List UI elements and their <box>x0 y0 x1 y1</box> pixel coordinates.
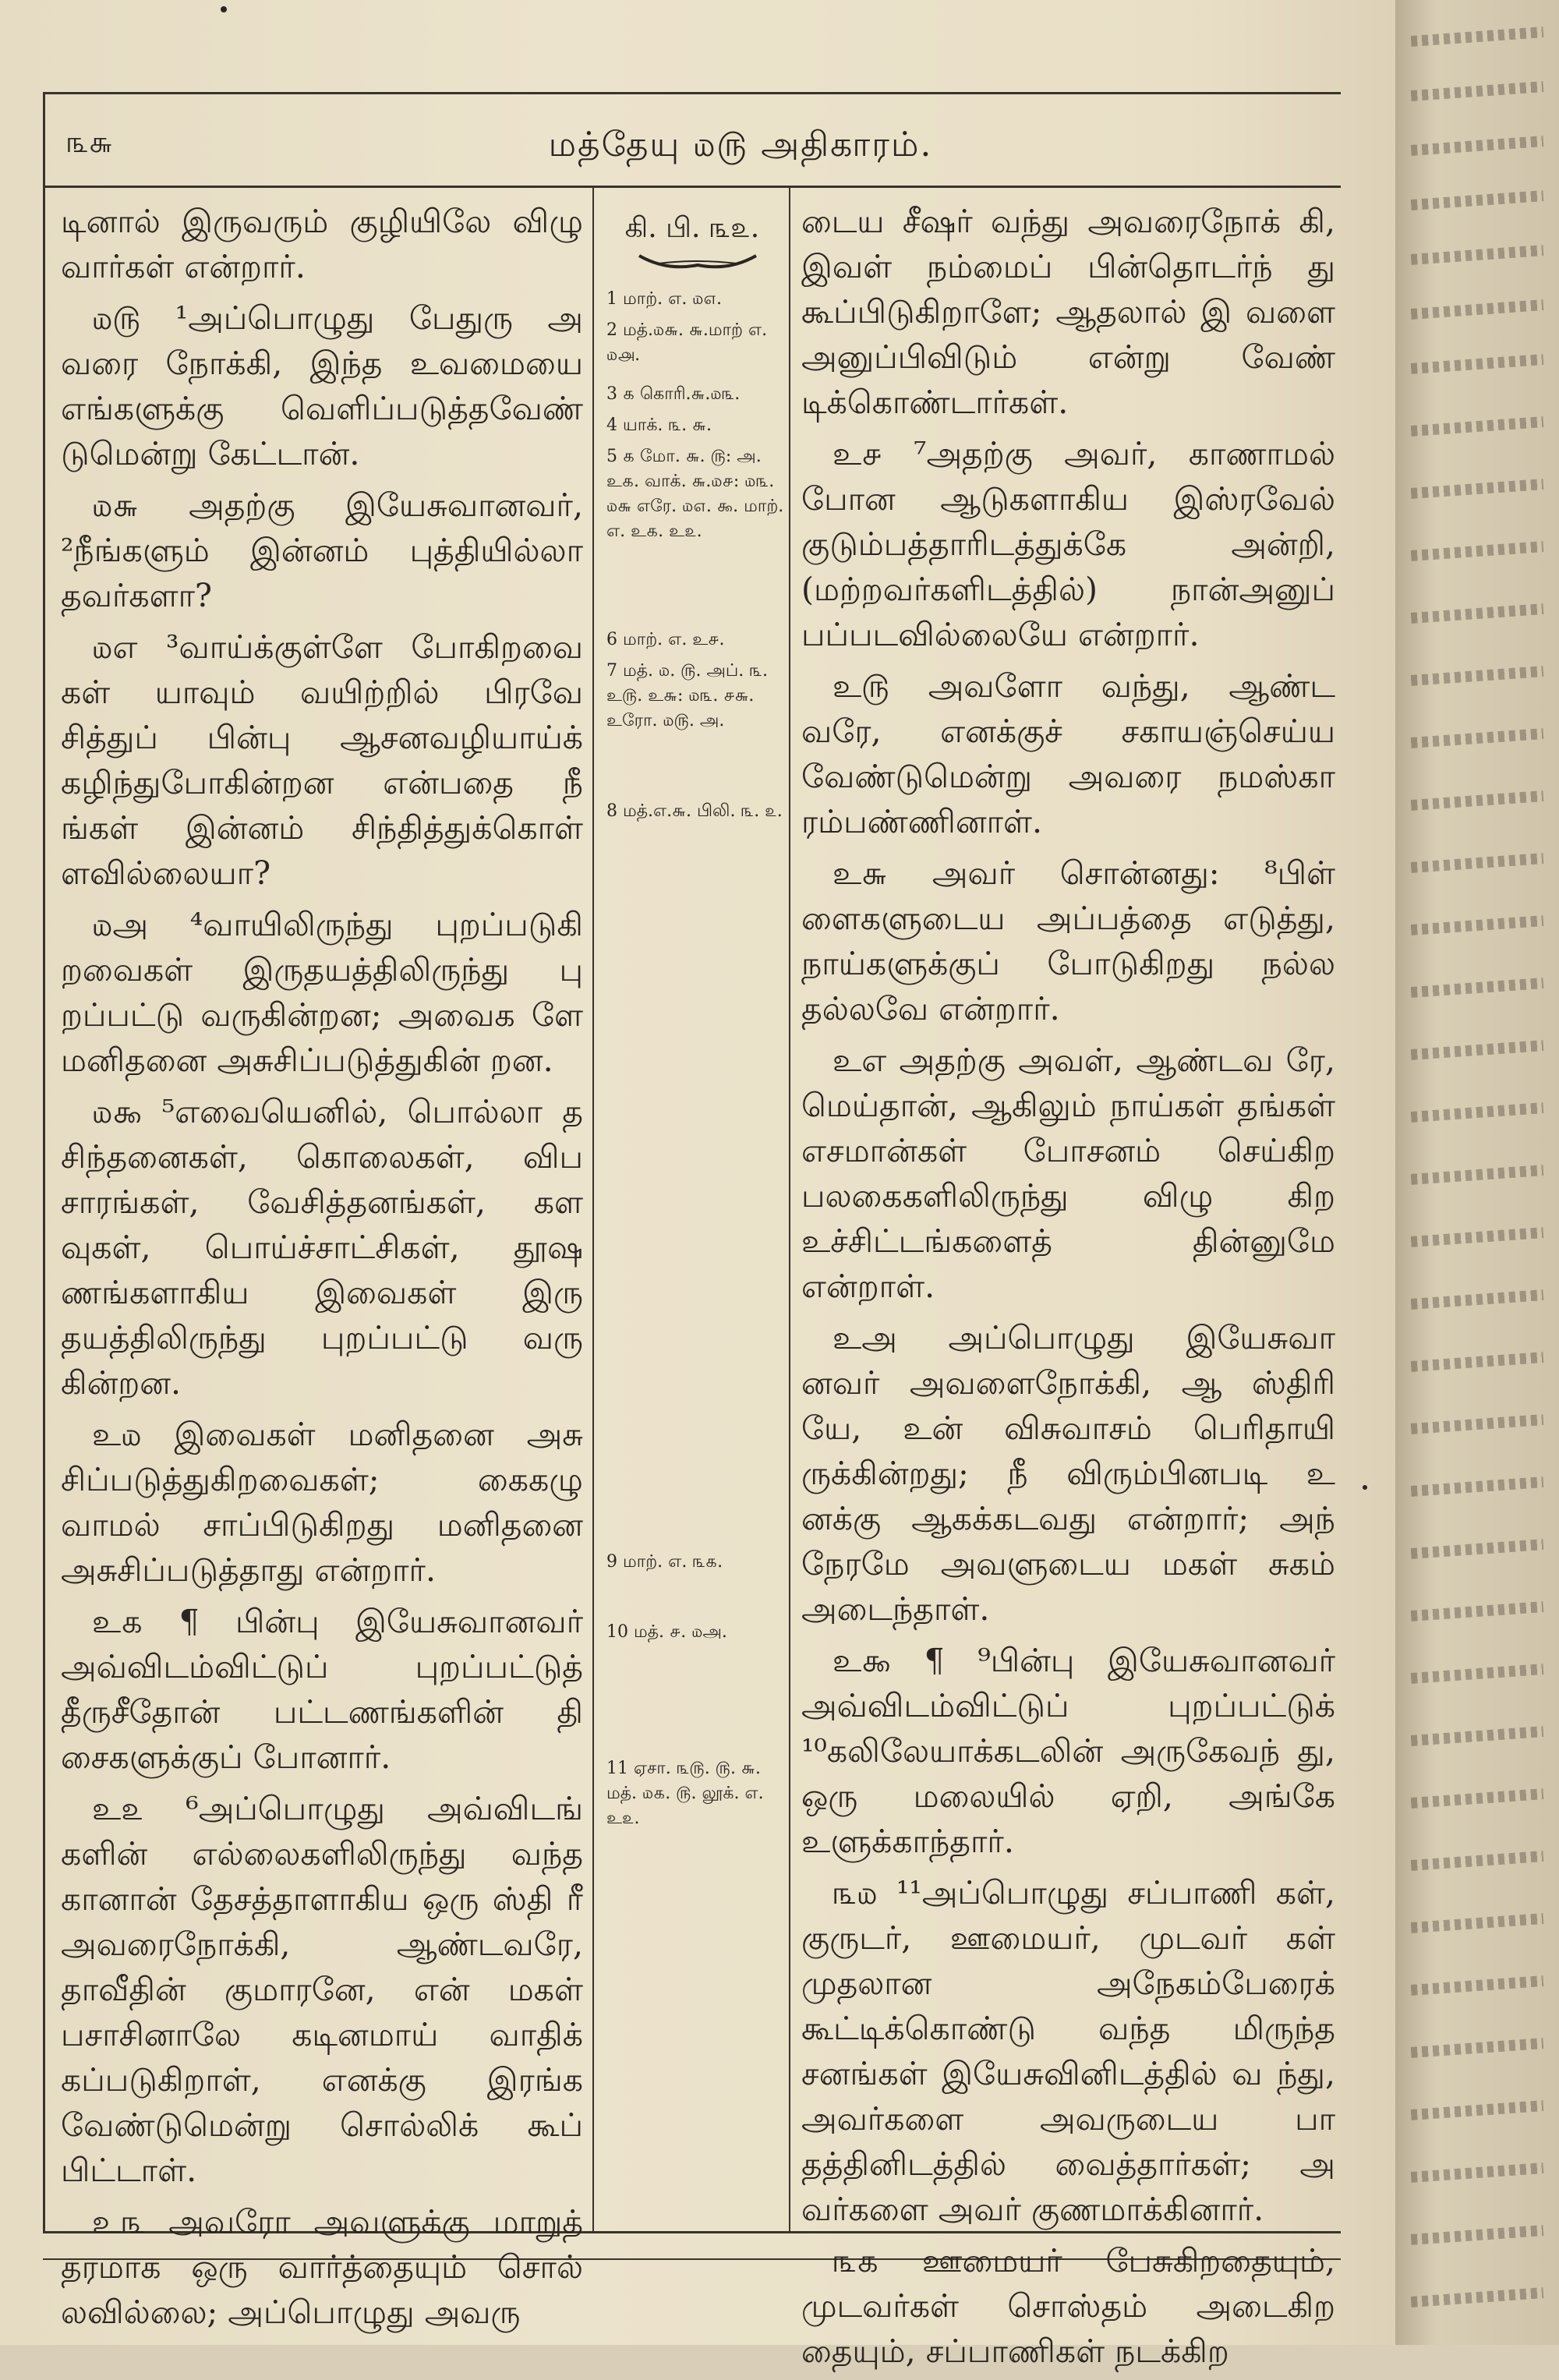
verse-paragraph: ௰௬ அதற்கு இயேசுவானவர், ²நீங்களும் இன்னம் புத்தியில்லா தவர்களா? <box>61 486 583 614</box>
verse-paragraph: ௰எ ³வாய்க்குள்ளே போகிறவை கள் யாவும் வயிற்றில் பிரவே சித்துப் பின்பு ஆசனவழியாய்க் கழிந்துபோகின்றன என்பதை நீ ங்கள் இன்னம் சிந்தித்துக்கொள் ளவில்லையா? <box>61 628 583 892</box>
center-column-heading: கி. பி. ௩௨. <box>624 212 760 244</box>
right-text-column <box>801 199 1335 2380</box>
reference-note: 3 ௧ கொரி.௬.௰௩. <box>606 384 741 404</box>
reference-note: 1 மாற். எ. ௰௭. <box>606 289 722 309</box>
reference-note: 2 மத்.௰௬. ௬.மாற் எ. ௰௮. <box>606 320 768 365</box>
verse-paragraph: ௰அ ⁴வாயிலிருந்து புறப்படுகி றவைகள் இருதயத்திலிருந்து பு றப்பட்டு வருகின்றன; அவைக ளே மனிதனை அசுசிப்படுத்துகின் றன. <box>61 906 583 1079</box>
flourish-ornament <box>635 251 760 273</box>
verse-paragraph: ௩௧ ஊமையர் பேசுகிறதையும், முடவர்கள் சொஸ்தம் அடைகிற தையும், சப்பாணிகள் நடக்கிற <box>801 2242 1335 2370</box>
verse-paragraph: உ௯ ¶ ⁹பின்பு இயேசுவானவர் அவ்விடம்விட்டுப் புறப்பட்டுக் ¹⁰கலிலேயாக்கடலின் அருகேவந் து, ஒரு மலையில் ஏறி, அங்கே உளுக்காந்தார். <box>801 1642 1335 1860</box>
verse-paragraph: உ௰ இவைகள் மனிதனை அசு சிப்படுத்துகிறவைகள்; கைகழு வாமல் சாப்பிடுகிறது மனிதனை அசுசிப்படுத்தாது என்றார். <box>61 1416 583 1589</box>
column-rule-right <box>789 188 790 2231</box>
reference-note: 8 மத்.எ.௬. பிலி. ௩. ௨. <box>606 801 783 821</box>
verse-paragraph: உ௨ ⁶அப்பொழுது அவ்விடங் களின் எல்லைகளிலிருந்து வந்த கானான் தேசத்தாளாகிய ஒரு ஸ்தி ரீ அவரைநோக்கி, ஆண்டவரே, தாவீதின் குமாரனே, என் மகள் பசாசினாலே கடினமாய் வாதிக் கப்படுகிறாள், எனக்கு இரங்க வேண்டுமென்று சொல்லிக் கூப் பிட்டாள். <box>61 1790 583 2189</box>
verse-paragraph: ௩௰ ¹¹அப்பொழுது சப்பாணி கள், குருடர், ஊமையர், முடவர் கள் முதலான அநேகம்பேரைக் கூட்டிக்கொண்டு வந்த மிருந்த சனங்கள் இயேசுவினிடத்தில் வ ந்து, அவர்களை அவருடைய பா தத்தினிடத்தில் வைத்தார்கள்; அ வர்களை அவர் குணமாக்கினார். <box>801 1874 1335 2228</box>
adjacent-page-edge <box>1395 0 1559 2345</box>
verse-paragraph: உஅ அப்பொழுது இயேசுவா னவர் அவளைநோக்கி, ஆ ஸ்திரி யே, உன் விசுவாசம் பெரிதாயி ருக்கின்றது; நீ விரும்பினபடி உ னக்கு ஆகக்கடவது என்றார்; அந் நேரமே அவளுடைய மகள் சுகம் அடைந்தாள். <box>801 1319 1335 1628</box>
page-number: ௩௬ <box>66 125 113 159</box>
verse-paragraph: ௰௯ ⁵எவையெனில், பொல்லா த சிந்தனைகள், கொலைகள், விப சாரங்கள், வேசித்தனங்கள், கள வுகள், பொய்ச்சாட்சிகள், தூஷ ணங்களாகிய இவைகள் இரு தயத்திலிருந்து புறப்பட்டு வரு கின்றன. <box>61 1093 583 1402</box>
verse-paragraph: உஎ அதற்கு அவள், ஆண்டவ ரே, மெய்தான், ஆகிலும் நாய்கள் தங்கள் எசமான்கள் போசனம் செய்கிற பலகைகளிலிருந்து விழு கிற உச்சிட்டங்களைத் தின்னுமே என்றாள். <box>801 1041 1335 1305</box>
running-title: மத்தேயு ௰௫ அதிகாரம். <box>548 125 933 164</box>
ink-speck <box>221 6 227 12</box>
reference-note: 7 மத். ௰. ௫. அப். ௩. உ௫. உ௬: ௰௩. ௪௬. உரோ. ௰௫. அ. <box>606 661 769 730</box>
left-text-column <box>61 199 583 2341</box>
verse-paragraph: உ௬ அவர் சொன்னது: ⁸பிள் ளைகளுடைய அப்பத்தை எடுத்து, நாய்களுக்குப் போடுகிறது நல்ல தல்லவே என்றார். <box>801 854 1335 1027</box>
reference-note: 5 ௧ மோ. ௬. ௫: அ. உ௧. வாக். ௬.௰௪: ௰௩. ௰௬ எரே. ௰௭. ௯. மாற். எ. உ௧. உ௨. <box>606 447 784 541</box>
verse-paragraph: டினால் இருவரும் குழியிலே விழு வார்கள் என்றார். <box>61 203 583 285</box>
verse-paragraph: உ௩ அவரோ அவளுக்கு மாறுத் தரமாக ஒரு வார்த்தையும் சொல் லவில்லை; அப்பொழுது அவரு <box>61 2203 583 2331</box>
verse-paragraph: உ௧ ¶ பின்பு இயேசுவானவர் அவ்விடம்விட்டுப் புறப்பட்டுத் தீருசீதோன் பட்டணங்களின் தி சைகளுக்குப் போனார். <box>61 1603 583 1776</box>
verse-paragraph: ௰௫ ¹அப்பொழுது பேதுரு அ வரை நோக்கி, இந்த உவமையை எங்களுக்கு வெளிப்படுத்தவேண் டுமென்று கேட்டான். <box>61 299 583 472</box>
verse-paragraph: டைய சீஷர் வந்து அவரைநோக் கி, இவள் நம்மைப் பின்தொடர்ந் து கூப்பிடுகிறாளே; ஆதலால் இ வளை அனுப்பிவிடும் என்று வேண் டிக்கொண்டார்கள். <box>801 203 1335 421</box>
frame-rule-top <box>43 92 1341 94</box>
reference-note: 11 ஏசா. ௩௫. ௫. ௬. மத். ௰௧. ௫. லூக். எ. உ௨. <box>606 1759 764 1828</box>
reference-note: 6 மாற். எ. உ௪. <box>606 630 725 649</box>
ink-speck <box>1363 1485 1367 1490</box>
reference-note: 10 மத். ௪. ௰அ. <box>606 1622 727 1642</box>
reference-note: 4 யாக். ௩. ௬. <box>606 416 712 435</box>
header-rule <box>43 186 1341 188</box>
column-rule-left <box>592 188 594 2231</box>
frame-rule-left <box>43 92 45 2232</box>
reference-note: 9 மாற். எ. ௩௧. <box>606 1552 723 1572</box>
verse-paragraph: உ௫ அவளோ வந்து, ஆண்ட வரே, எனக்குச் சகாயஞ்செய்ய வேண்டுமென்று அவரை நமஸ்கா ரம்பண்ணினாள். <box>801 667 1335 840</box>
verse-paragraph: உ௪ ⁷அதற்கு அவர், காணாமல் போன ஆடுகளாகிய இஸ்ரவேல் குடும்பத்தாரிடத்துக்கே அன்றி, (மற்றவர்களிடத்தில்) நான்அனுப் பப்படவில்லையே என்றார். <box>801 435 1335 653</box>
